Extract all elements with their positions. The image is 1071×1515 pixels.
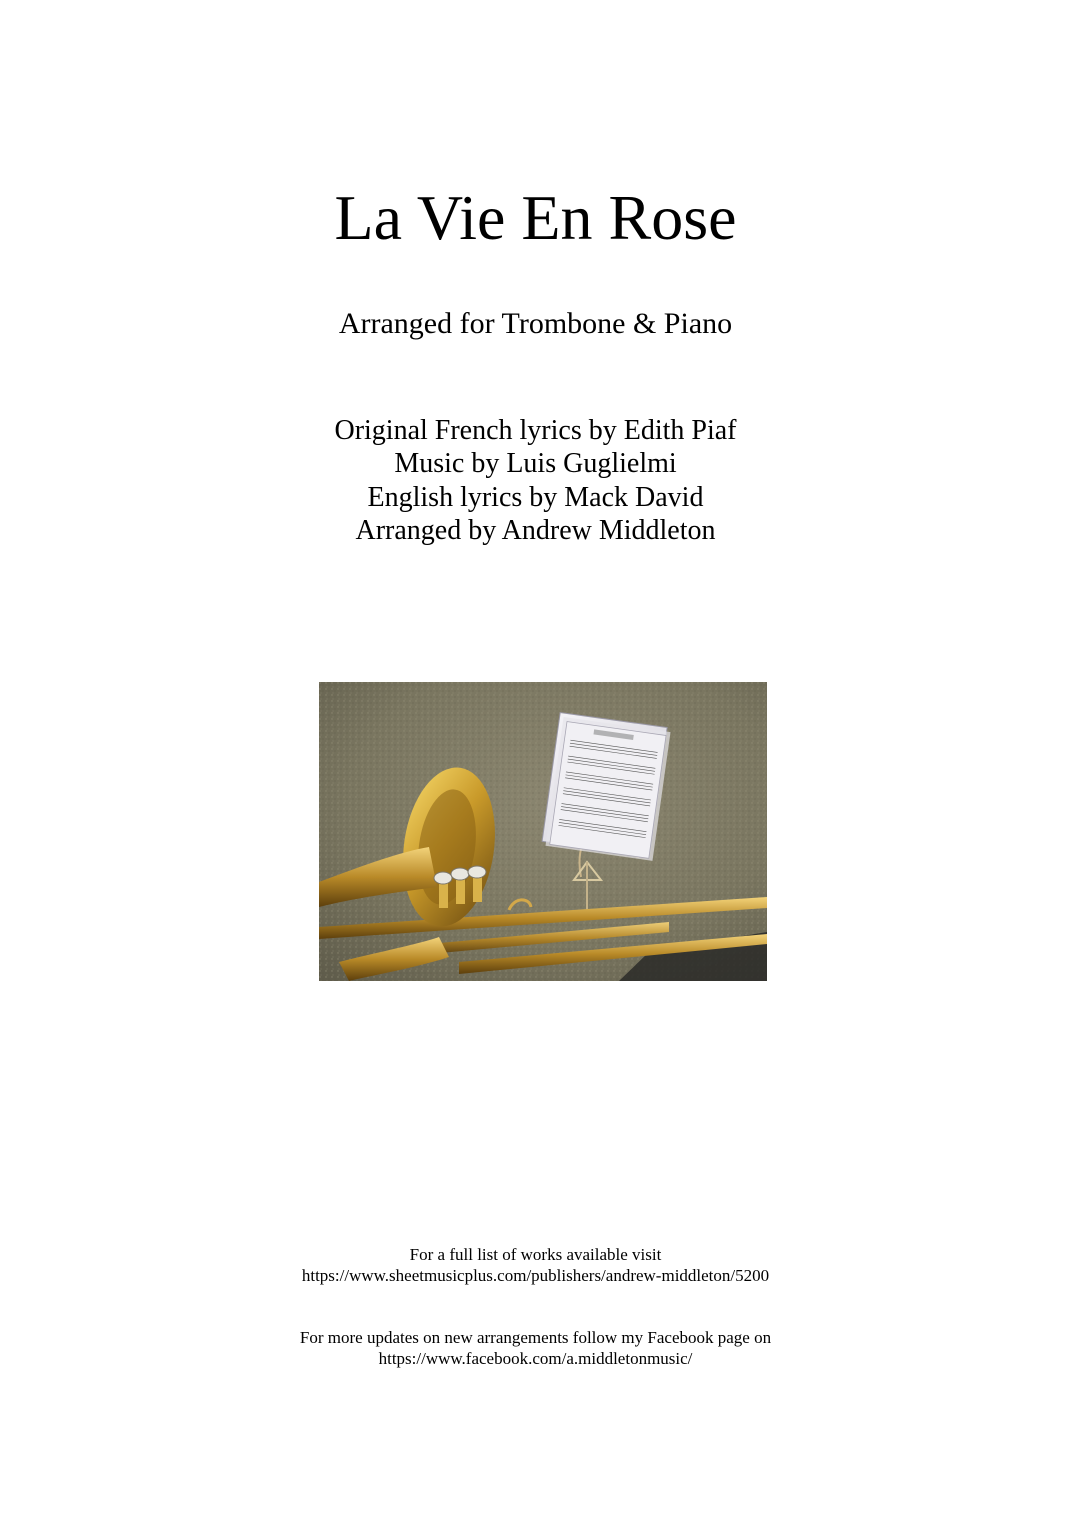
works-list-link[interactable]: https://www.sheetmusicplus.com/publishers/andrew-middleton/5200 [301, 1266, 770, 1285]
credit-lyrics-french: Original French lyrics by Edith Piaf [334, 415, 737, 446]
credit-arranger: Arranged by Andrew Middleton [355, 514, 716, 546]
facebook-link[interactable]: https://www.facebook.com/a.middletonmusic/ [378, 1349, 693, 1368]
works-list-notice [0, 1244, 1071, 1286]
credit-lyrics-english: English lyrics by Mack David [367, 481, 704, 513]
works-list-text: For a full list of works available visit [409, 1245, 662, 1264]
credits-block [0, 414, 1071, 547]
credit-music: Music by Luis Guglielmi [394, 448, 677, 480]
facebook-text: For more updates on new arrangements follow my Facebook page on [299, 1328, 772, 1347]
facebook-notice [0, 1327, 1071, 1369]
trombone-with-music-stand-photo [319, 682, 767, 981]
page-subtitle: Arranged for Trombone & Piano [338, 307, 733, 340]
page-title: La Vie En Rose [334, 182, 737, 253]
